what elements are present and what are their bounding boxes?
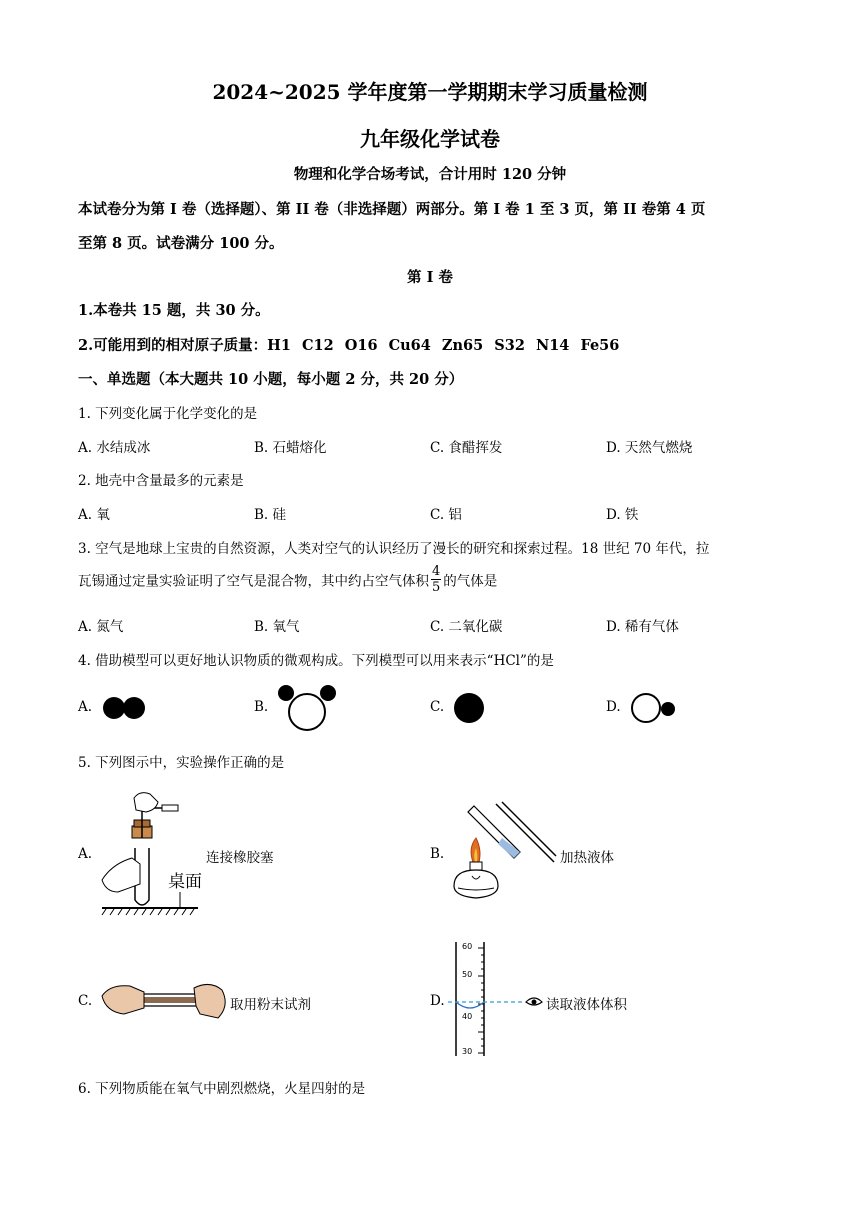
model-b-icon (274, 682, 344, 732)
tick-label-50: 50 (462, 970, 473, 979)
q4-option-d: D. (606, 699, 621, 715)
rubber-stopper-diagram-icon (100, 788, 200, 918)
q3-stem-post: 的气体是 (443, 573, 498, 590)
heating-liquid-diagram-icon (446, 800, 558, 910)
q1-option-c: C. 食醋挥发 (430, 440, 503, 456)
q5-caption-d: 读取液体体积 (546, 997, 627, 1013)
q3-stem-line-2 (78, 564, 497, 595)
q5-stem: 5. 下列图示中，实验操作正确的是 (78, 755, 285, 771)
tick-label-40: 40 (462, 1012, 473, 1021)
model-c-icon (450, 690, 490, 726)
q5-option-c: C. (78, 993, 93, 1009)
powder-transfer-diagram-icon (100, 978, 230, 1028)
tick-label-30: 30 (462, 1047, 473, 1056)
q5-caption-c: 取用粉末试剂 (230, 997, 311, 1013)
graduated-cylinder-diagram-icon (448, 940, 548, 1060)
q2-option-b: B. 硅 (254, 507, 287, 523)
exam-time-note: 物理和化学合场考试，合计用时 120 分钟 (293, 166, 567, 183)
part1-note-1: 1.本卷共 15 题，共 30 分。 (78, 302, 270, 319)
fraction-numerator: 4 (432, 564, 441, 579)
tick-label-60: 60 (462, 942, 473, 951)
fraction-denominator: 5 (432, 580, 441, 595)
intro-line-2: 至第 8 页。试卷满分 100 分。 (78, 235, 284, 252)
q2-option-d: D. 铁 (606, 507, 639, 523)
section-heading: 一、单选题（本大题共 10 小题，每小题 2 分，共 20 分） (78, 371, 464, 388)
q3-option-d: D. 稀有气体 (606, 619, 679, 635)
q3-option-a: A. 氮气 (78, 619, 124, 635)
q5-option-a: A. (78, 846, 93, 862)
q2-option-a: A. 氧 (78, 507, 110, 523)
part1-note-2: 2.可能用到的相对原子质量：H1 C12 O16 Cu64 Zn65 S32 N14 Fe56 (78, 337, 620, 354)
q4-option-a: A. (78, 699, 93, 715)
q3-option-b: B. 氧气 (254, 619, 300, 635)
q3-option-c: C. 二氧化碳 (430, 619, 503, 635)
q3-stem-line-1: 3. 空气是地球上宝贵的自然资源，人类对空气的认识经历了漫长的研究和探索过程。18 世纪 70 年代，拉 (78, 541, 710, 557)
q5-option-b: B. (430, 846, 445, 862)
q2-option-c: C. 铝 (430, 507, 462, 523)
q1-option-b: B. 石蜡熔化 (254, 440, 327, 456)
model-a-icon (100, 694, 150, 724)
q4-option-c: C. (430, 699, 445, 715)
q1-option-d: D. 天然气燃烧 (606, 440, 693, 456)
exam-subtitle: 九年级化学试卷 (360, 127, 500, 151)
q3-stem-pre: 瓦锡通过定量实验证明了空气是混合物，其中约占空气体积 (78, 573, 429, 590)
model-d-icon (628, 692, 680, 724)
q1-stem: 1. 下列变化属于化学变化的是 (78, 406, 258, 422)
intro-line-1: 本试卷分为第 I 卷（选择题）、第 II 卷（非选择题）两部分。第 I 卷 1 至 3 页，第 II 卷第 4 页 (78, 201, 706, 218)
q5-option-d: D. (430, 993, 445, 1009)
q6-stem: 6. 下列物质能在氧气中剧烈燃烧，火星四射的是 (78, 1081, 366, 1097)
q5-caption-a: 连接橡胶塞 (206, 850, 274, 866)
q4-option-b: B. (254, 699, 269, 715)
q4-stem: 4. 借助模型可以更好地认识物质的微观构成。下列模型可以用来表示“HCl”的是 (78, 653, 554, 669)
desk-label: 桌面 (168, 872, 202, 892)
exam-title: 2024~2025 学年度第一学期期末学习质量检测 (212, 80, 648, 104)
q2-stem: 2. 地壳中含量最多的元素是 (78, 473, 244, 489)
fraction (431, 564, 441, 595)
part1-heading: 第 I 卷 (407, 269, 453, 286)
q5-caption-b: 加热液体 (560, 850, 614, 866)
q1-option-a: A. 水结成冰 (78, 440, 151, 456)
